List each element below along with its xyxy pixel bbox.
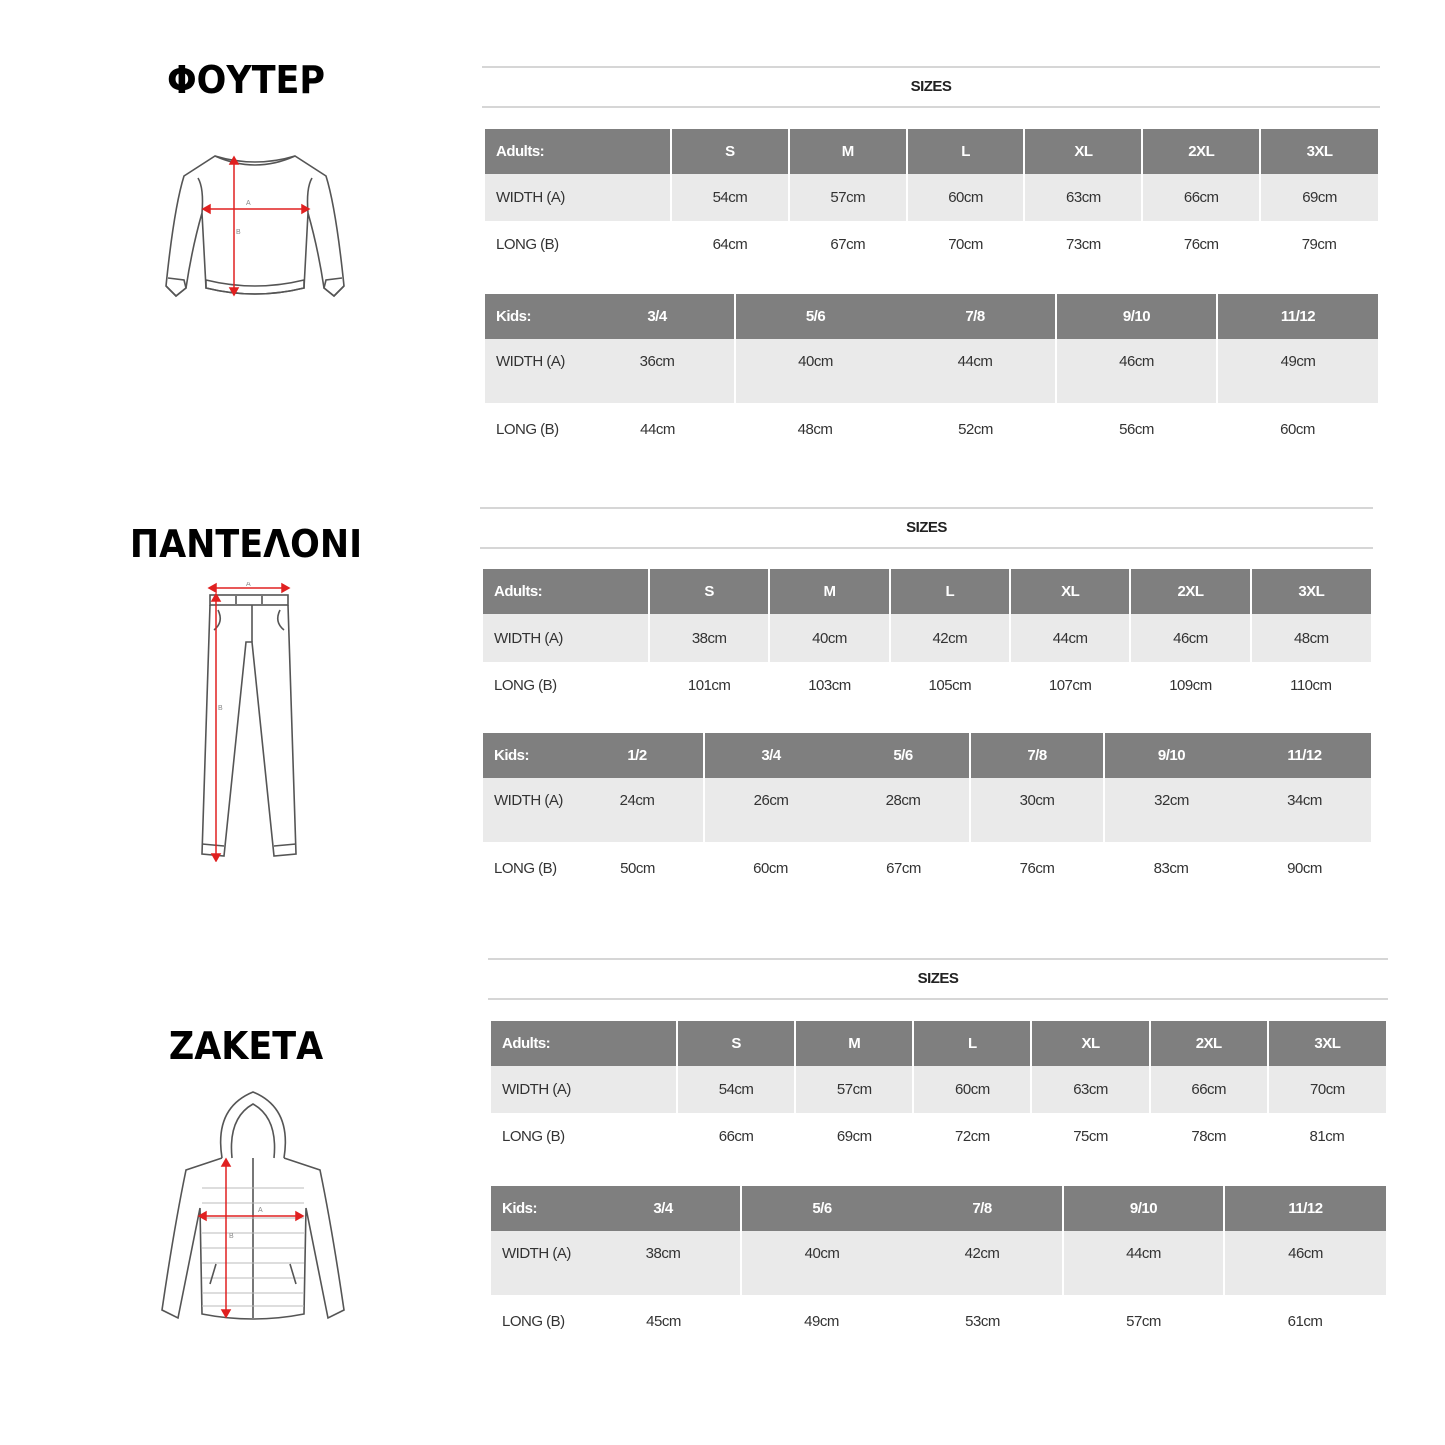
size-chart-trousers: [480, 507, 1373, 907]
long-label: LONG (B): [491, 1113, 677, 1160]
long-value: 52cm: [895, 403, 1056, 455]
svg-text:A: A: [246, 582, 251, 588]
adults-header-row: [483, 569, 1371, 614]
garment-title-trousers: ΠΑΝΤΕΛΟΝΙ: [129, 522, 363, 566]
adults-table: [491, 1021, 1386, 1160]
width-value: 69cm: [1260, 174, 1378, 221]
width-value: 24cm: [571, 778, 704, 842]
size-l: L: [907, 129, 1025, 174]
width-value: 49cm: [1217, 339, 1378, 403]
width-value: 40cm: [741, 1231, 902, 1295]
size-m: M: [769, 569, 889, 614]
size-9-10: 9/10: [1104, 733, 1238, 778]
width-value: 66cm: [1142, 174, 1260, 221]
size-3-4: 3/4: [704, 733, 837, 778]
long-value: 109cm: [1130, 662, 1250, 709]
width-label: WIDTH (A): [483, 778, 571, 842]
size-m: M: [795, 1021, 913, 1066]
size-xl: XL: [1031, 1021, 1149, 1066]
size-chart-sweatshirt: [482, 66, 1380, 466]
size-xl: XL: [1010, 569, 1130, 614]
adults-header-row: [491, 1021, 1386, 1066]
width-value: 44cm: [1010, 614, 1130, 662]
long-value: 78cm: [1150, 1113, 1268, 1160]
width-value: 54cm: [677, 1066, 795, 1113]
width-value: 32cm: [1104, 778, 1238, 842]
long-value: 90cm: [1238, 842, 1371, 894]
kids-table: [485, 294, 1378, 455]
width-value: 70cm: [1268, 1066, 1386, 1113]
long-value: 75cm: [1031, 1113, 1149, 1160]
long-row: [485, 221, 1378, 268]
width-value: 36cm: [580, 339, 735, 403]
size-l: L: [890, 569, 1010, 614]
width-value: 54cm: [671, 174, 789, 221]
size-3-4: 3/4: [586, 1186, 741, 1231]
long-value: 66cm: [677, 1113, 795, 1160]
size-1-2: 1/2: [571, 733, 704, 778]
size-s: S: [671, 129, 789, 174]
long-value: 57cm: [1063, 1295, 1224, 1347]
long-row: [491, 1113, 1386, 1160]
long-value: 83cm: [1104, 842, 1238, 894]
width-label: WIDTH (A): [491, 1231, 586, 1295]
width-label: WIDTH (A): [491, 1066, 677, 1113]
kids-label: Kids:: [483, 733, 571, 778]
width-value: 44cm: [1063, 1231, 1224, 1295]
width-value: 46cm: [1224, 1231, 1386, 1295]
long-value: 50cm: [571, 842, 704, 894]
size-s: S: [649, 569, 769, 614]
long-value: 64cm: [671, 221, 789, 268]
svg-text:A: A: [258, 1207, 263, 1214]
svg-text:B: B: [218, 705, 223, 712]
long-row: [491, 1295, 1386, 1347]
width-row: [485, 174, 1378, 221]
size-9-10: 9/10: [1056, 294, 1217, 339]
garment-title-jacket: ΖΑΚΕΤΑ: [168, 1024, 324, 1068]
size-7-8: 7/8: [895, 294, 1056, 339]
size-5-6: 5/6: [837, 733, 970, 778]
long-value: 56cm: [1056, 403, 1217, 455]
size-chart-jacket: [488, 958, 1388, 1358]
size-3xl: 3XL: [1251, 569, 1371, 614]
long-value: 67cm: [837, 842, 970, 894]
adults-label: Adults:: [485, 129, 671, 174]
kids-table: [483, 733, 1371, 894]
kids-header-row: [491, 1186, 1386, 1231]
width-value: 66cm: [1150, 1066, 1268, 1113]
width-value: 46cm: [1130, 614, 1250, 662]
long-value: 53cm: [902, 1295, 1063, 1347]
size-3xl: 3XL: [1268, 1021, 1386, 1066]
size-11-12: 11/12: [1238, 733, 1371, 778]
width-value: 63cm: [1024, 174, 1142, 221]
width-value: 26cm: [704, 778, 837, 842]
width-label: WIDTH (A): [485, 174, 671, 221]
adults-label: Adults:: [491, 1021, 677, 1066]
long-row: [483, 842, 1371, 894]
adults-label: Adults:: [483, 569, 649, 614]
width-value: 57cm: [789, 174, 907, 221]
width-value: 38cm: [649, 614, 769, 662]
width-value: 48cm: [1251, 614, 1371, 662]
long-label: LONG (B): [485, 403, 580, 455]
width-value: 44cm: [895, 339, 1056, 403]
long-value: 60cm: [1217, 403, 1378, 455]
size-9-10: 9/10: [1063, 1186, 1224, 1231]
size-7-8: 7/8: [902, 1186, 1063, 1231]
kids-header-row: [485, 294, 1378, 339]
kids-table: [491, 1186, 1386, 1347]
long-label: LONG (B): [485, 221, 671, 268]
adults-table: [483, 569, 1371, 709]
svg-text:A: A: [246, 200, 251, 207]
svg-text:B: B: [236, 229, 241, 236]
sweatshirt-icon: [158, 148, 353, 308]
garment-title-sweatshirt: ΦΟΥΤΕΡ: [166, 58, 326, 102]
width-value: 30cm: [970, 778, 1104, 842]
kids-label: Kids:: [485, 294, 580, 339]
long-label: LONG (B): [483, 662, 649, 709]
long-value: 61cm: [1224, 1295, 1386, 1347]
long-value: 110cm: [1251, 662, 1371, 709]
long-value: 103cm: [769, 662, 889, 709]
width-value: 38cm: [586, 1231, 741, 1295]
long-label: LONG (B): [483, 842, 571, 894]
long-value: 44cm: [580, 403, 735, 455]
kids-header-row: [483, 733, 1371, 778]
size-2xl: 2XL: [1150, 1021, 1268, 1066]
hooded-jacket-icon: [156, 1088, 351, 1333]
long-value: 107cm: [1010, 662, 1130, 709]
long-label: LONG (B): [491, 1295, 586, 1347]
long-row: [483, 662, 1371, 709]
width-row: [483, 778, 1371, 842]
svg-text:B: B: [229, 1233, 234, 1240]
long-value: 60cm: [704, 842, 837, 894]
long-value: 48cm: [735, 403, 895, 455]
long-value: 73cm: [1024, 221, 1142, 268]
size-5-6: 5/6: [735, 294, 895, 339]
size-5-6: 5/6: [741, 1186, 902, 1231]
long-value: 81cm: [1268, 1113, 1386, 1160]
long-value: 101cm: [649, 662, 769, 709]
long-value: 76cm: [1142, 221, 1260, 268]
long-value: 76cm: [970, 842, 1104, 894]
width-value: 42cm: [902, 1231, 1063, 1295]
long-value: 72cm: [913, 1113, 1031, 1160]
sizes-header: SIZES: [480, 507, 1373, 549]
size-7-8: 7/8: [970, 733, 1104, 778]
width-label: WIDTH (A): [485, 339, 580, 403]
long-value: 45cm: [586, 1295, 741, 1347]
width-row: [491, 1066, 1386, 1113]
width-value: 40cm: [769, 614, 889, 662]
width-row: [483, 614, 1371, 662]
size-2xl: 2XL: [1142, 129, 1260, 174]
size-11-12: 11/12: [1224, 1186, 1386, 1231]
width-value: 57cm: [795, 1066, 913, 1113]
size-l: L: [913, 1021, 1031, 1066]
adults-table: [485, 129, 1378, 268]
sizes-header: SIZES: [482, 66, 1380, 108]
width-value: 63cm: [1031, 1066, 1149, 1113]
size-m: M: [789, 129, 907, 174]
long-value: 79cm: [1260, 221, 1378, 268]
kids-label: Kids:: [491, 1186, 586, 1231]
long-value: 67cm: [789, 221, 907, 268]
width-value: 46cm: [1056, 339, 1217, 403]
size-2xl: 2XL: [1130, 569, 1250, 614]
width-label: WIDTH (A): [483, 614, 649, 662]
width-value: 34cm: [1238, 778, 1371, 842]
width-value: 40cm: [735, 339, 895, 403]
long-value: 49cm: [741, 1295, 902, 1347]
size-s: S: [677, 1021, 795, 1066]
width-value: 42cm: [890, 614, 1010, 662]
long-value: 69cm: [795, 1113, 913, 1160]
width-value: 60cm: [907, 174, 1025, 221]
width-value: 28cm: [837, 778, 970, 842]
adults-header-row: [485, 129, 1378, 174]
width-row: [491, 1231, 1386, 1295]
size-11-12: 11/12: [1217, 294, 1378, 339]
size-3-4: 3/4: [580, 294, 735, 339]
width-value: 60cm: [913, 1066, 1031, 1113]
size-3xl: 3XL: [1260, 129, 1378, 174]
sizes-header: SIZES: [488, 958, 1388, 1000]
width-row: [485, 339, 1378, 403]
trousers-icon: [196, 582, 306, 867]
size-xl: XL: [1024, 129, 1142, 174]
long-row: [485, 403, 1378, 455]
long-value: 105cm: [890, 662, 1010, 709]
long-value: 70cm: [907, 221, 1025, 268]
